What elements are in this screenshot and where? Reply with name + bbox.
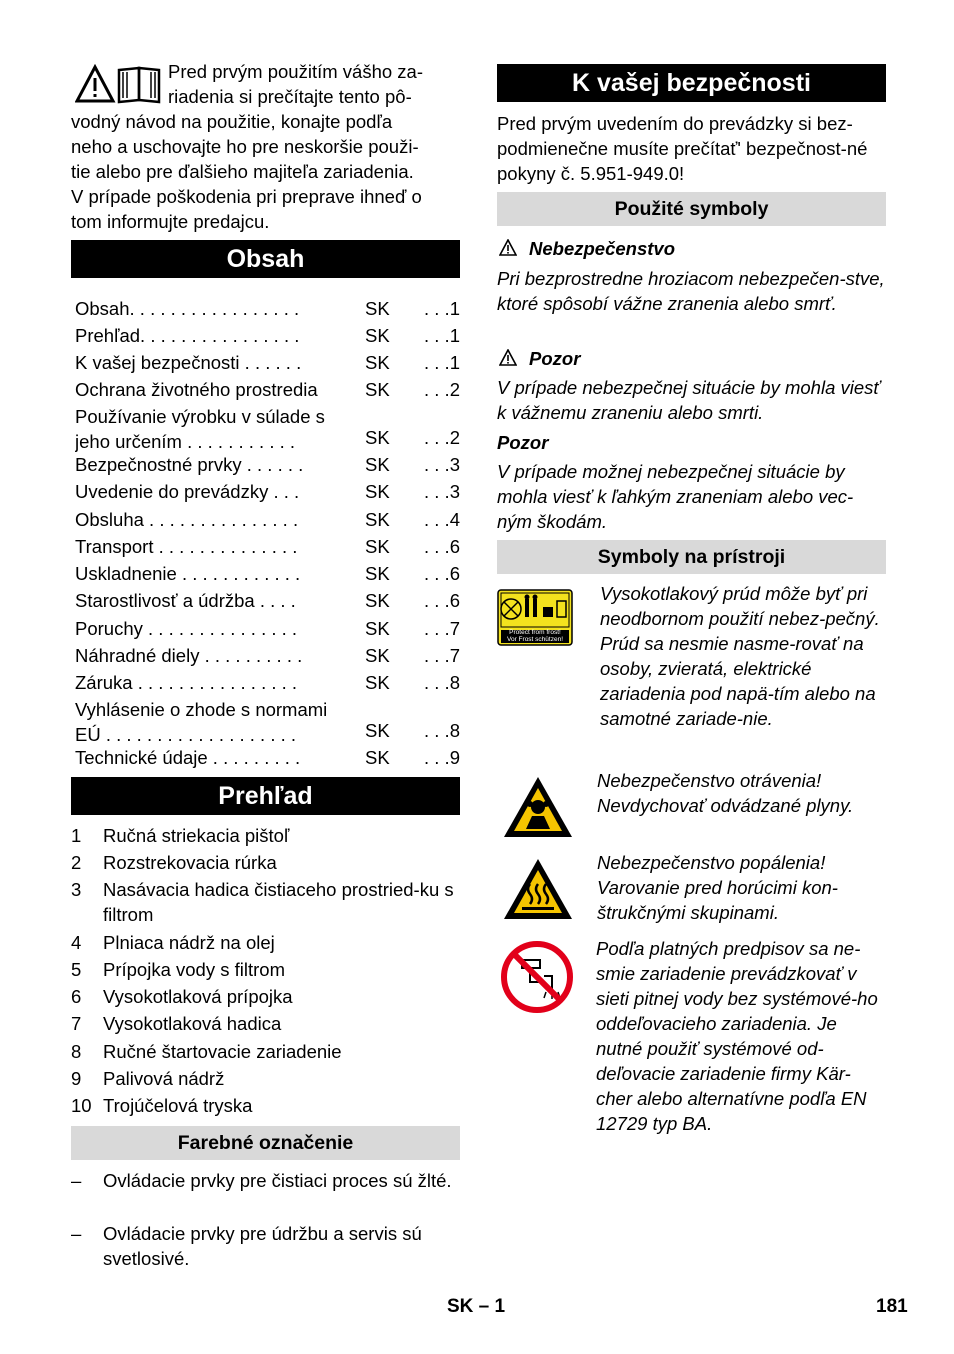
toc-page: . . .6 bbox=[424, 563, 460, 584]
toc-heading: Obsah bbox=[71, 240, 460, 278]
device-symbols-heading: Symboly na prístroji bbox=[497, 540, 886, 574]
toc-page: . . .2 bbox=[424, 427, 460, 448]
item-text: Ručná striekacia pištoľ bbox=[103, 825, 290, 846]
device-symbol-text: Vysokotlakový prúd môže byť pri neodbornom použití nebez-pečný. Prúd sa nesmie nasme-rovať na osoby, zvieratá, elektrické zariadenia pod napä-tím alebo na samotné zariade-nie. bbox=[600, 583, 880, 729]
toc-lang: SK bbox=[365, 481, 390, 502]
toc-title: Bezpečnostné prvky . . . . . . bbox=[75, 454, 304, 475]
item-text: Palivová nádrž bbox=[103, 1068, 225, 1089]
item-text: Trojúčelová tryska bbox=[103, 1095, 253, 1116]
toc-title: Prehľad. . . . . . . . . . . . . . . . bbox=[75, 325, 300, 346]
device-symbol-text: Nebezpečenstvo otrávenia! Nevdychovať odvádzané plyny. bbox=[597, 770, 854, 816]
toc-title: Obsluha . . . . . . . . . . . . . . . bbox=[75, 509, 299, 530]
footer-section: SK – 1 bbox=[447, 1296, 506, 1317]
toc-lang: SK bbox=[365, 352, 390, 373]
toc-page: . . .2 bbox=[424, 379, 460, 400]
item-text: Rozstrekovacia rúrka bbox=[103, 852, 277, 873]
toc-title: Vyhlásenie o zhode s normami EÚ . . . . . . . . . . . . . . . . . . . bbox=[75, 699, 328, 745]
warning-triangle-icon bbox=[499, 239, 517, 256]
safety-heading: K vašej bezpečnosti bbox=[497, 64, 886, 102]
item-number: 6 bbox=[71, 986, 82, 1007]
toc-page: . . .8 bbox=[424, 720, 460, 741]
item-text: Prípojka vody s filtrom bbox=[103, 959, 285, 980]
item-dash: – bbox=[71, 1223, 82, 1244]
toc-title: Náhradné diely . . . . . . . . . . bbox=[75, 645, 303, 666]
toc-lang: SK bbox=[365, 645, 390, 666]
toc-page: . . .6 bbox=[424, 536, 460, 557]
toc-page: . . .3 bbox=[424, 481, 460, 502]
toc-title: Transport . . . . . . . . . . . . . . bbox=[75, 536, 298, 557]
intro-line: riadenia si prečítajte tento pô- bbox=[168, 86, 412, 107]
toc-page: . . .1 bbox=[424, 298, 460, 319]
safety-intro: Pred prvým uvedením do prevádzky si bez-podmienečne musíte prečítať' bezpečnost-né pokyny č. 5.951-949.0! bbox=[497, 113, 868, 184]
item-text: Nasávacia hadica čistiaceho prostried-ku s filtrom bbox=[103, 879, 454, 925]
hot-surface-warning-icon bbox=[502, 856, 574, 922]
toc-page: . . .3 bbox=[424, 454, 460, 475]
toc-lang: SK bbox=[365, 747, 390, 768]
toc-title: Uvedenie do prevádzky . . . bbox=[75, 481, 300, 502]
toc-page: . . .7 bbox=[424, 618, 460, 639]
item-number: 8 bbox=[71, 1041, 82, 1062]
warning-text: V prípade nebezpečnej situácie by mohla viesť k vážnemu zraneniu alebo smrti. bbox=[497, 377, 880, 423]
toc-page: . . .8 bbox=[424, 672, 460, 693]
warning-label: Pozor bbox=[529, 348, 581, 369]
toc-lang: SK bbox=[365, 720, 390, 741]
toc-page: . . .1 bbox=[424, 352, 460, 373]
colors-heading: Farebné označenie bbox=[71, 1126, 460, 1160]
page-number: 181 bbox=[876, 1296, 908, 1317]
intro-text bbox=[71, 59, 460, 234]
toc-row[interactable] bbox=[75, 697, 460, 747]
toc-title: Ochrana životného prostredia bbox=[75, 379, 318, 400]
toc-page: . . .9 bbox=[424, 747, 460, 768]
item-number: 2 bbox=[71, 852, 82, 873]
no-drinking-water-connection-icon bbox=[500, 940, 574, 1014]
toc-title: Poruchy . . . . . . . . . . . . . . . bbox=[75, 618, 298, 639]
item-text: Plniaca nádrž na olej bbox=[103, 932, 275, 953]
caution-text: V prípade možnej nebezpečnej situácie by mohla viesť k ľahkým zraneniam alebo vec-ným škodám. bbox=[497, 461, 854, 532]
item-dash: – bbox=[71, 1170, 82, 1191]
toc-lang: SK bbox=[365, 298, 390, 319]
toc-row[interactable] bbox=[75, 404, 460, 454]
intro-line: tom informujte predajcu. bbox=[71, 211, 270, 232]
toc-page: . . .7 bbox=[424, 645, 460, 666]
toc-lang: SK bbox=[365, 427, 390, 448]
toc-lang: SK bbox=[365, 618, 390, 639]
symbols-heading: Použité symboly bbox=[497, 192, 886, 226]
toc-lang: SK bbox=[365, 563, 390, 584]
item-text: Ovládacie prvky pre údržbu a servis sú svetlosivé. bbox=[103, 1223, 422, 1269]
toc-lang: SK bbox=[365, 379, 390, 400]
toc-page: . . .1 bbox=[424, 325, 460, 346]
item-text: Ručné štartovacie zariadenie bbox=[103, 1041, 342, 1062]
warning-triangle-icon bbox=[499, 349, 517, 366]
toc-page: . . .4 bbox=[424, 509, 460, 530]
item-number: 5 bbox=[71, 959, 82, 980]
danger-label: Nebezpečenstvo bbox=[529, 238, 675, 259]
item-number: 4 bbox=[71, 932, 82, 953]
item-number: 9 bbox=[71, 1068, 82, 1089]
caution-label: Pozor bbox=[497, 432, 549, 453]
toc-lang: SK bbox=[365, 672, 390, 693]
item-number: 3 bbox=[71, 879, 82, 900]
intro-line: tie alebo pre ďalšieho majiteľa zariadenia. bbox=[71, 161, 414, 182]
item-number: 1 bbox=[71, 825, 82, 846]
intro-line: Pred prvým použitím vášho za- bbox=[168, 61, 423, 82]
toc-title: Starostlivosť a údržba . . . . bbox=[75, 590, 296, 611]
toc-page: . . .6 bbox=[424, 590, 460, 611]
danger-text: Pri bezprostredne hroziacom nebezpečen-stve, ktoré spôsobí vážne zranenia alebo smrť. bbox=[497, 268, 885, 314]
label-text: Vor Frost schützen! bbox=[507, 635, 563, 643]
item-text: Ovládacie prvky pre čistiaci proces sú žlté. bbox=[103, 1170, 452, 1191]
item-number: 7 bbox=[71, 1013, 82, 1034]
toc-title: Obsah. . . . . . . . . . . . . . . . . bbox=[75, 298, 300, 319]
toc-lang: SK bbox=[365, 536, 390, 557]
toc-lang: SK bbox=[365, 454, 390, 475]
intro-line: vodný návod na použitie, konajte podľa bbox=[71, 111, 393, 132]
intro-line: neho a uschovajte ho pre neskoršie použi- bbox=[71, 136, 419, 157]
toc-title: Technické údaje . . . . . . . . . bbox=[75, 747, 301, 768]
item-text: Vysokotlaková hadica bbox=[103, 1013, 282, 1034]
overview-heading: Prehľad bbox=[71, 777, 460, 815]
toc-lang: SK bbox=[365, 325, 390, 346]
item-text: Vysokotlaková prípojka bbox=[103, 986, 293, 1007]
label-text: Protect from frost! bbox=[509, 629, 561, 636]
high-pressure-warning-label-icon bbox=[497, 589, 573, 646]
toc-title: K vašej bezpečnosti . . . . . . bbox=[75, 352, 302, 373]
item-number: 10 bbox=[71, 1095, 92, 1116]
toc-lang: SK bbox=[365, 590, 390, 611]
intro-line: V prípade poškodenia pri preprave ihneď o bbox=[71, 186, 422, 207]
device-symbol-text: Podľa platných predpisov sa ne-smie zariadenie prevádzkovať v sieti pitnej vody bez systémové-ho oddeľovacieho zariadenia. Je nutné použiť systémové od-deľovacie zariadenie firmy Kär-cher alebo alternatívne podľa EN 12729 typ BA. bbox=[596, 938, 878, 1134]
toc-title: Uskladnenie . . . . . . . . . . . . bbox=[75, 563, 301, 584]
toc-lang: SK bbox=[365, 509, 390, 530]
toc-title: Používanie výrobku v súlade s jeho určením . . . . . . . . . . . bbox=[75, 406, 325, 452]
device-symbol-text: Nebezpečenstvo popálenia! Varovanie pred horúcimi kon-štrukčnými skupinami. bbox=[597, 852, 838, 923]
poison-gas-warning-icon bbox=[502, 774, 574, 840]
toc-title: Záruka . . . . . . . . . . . . . . . . bbox=[75, 672, 298, 693]
